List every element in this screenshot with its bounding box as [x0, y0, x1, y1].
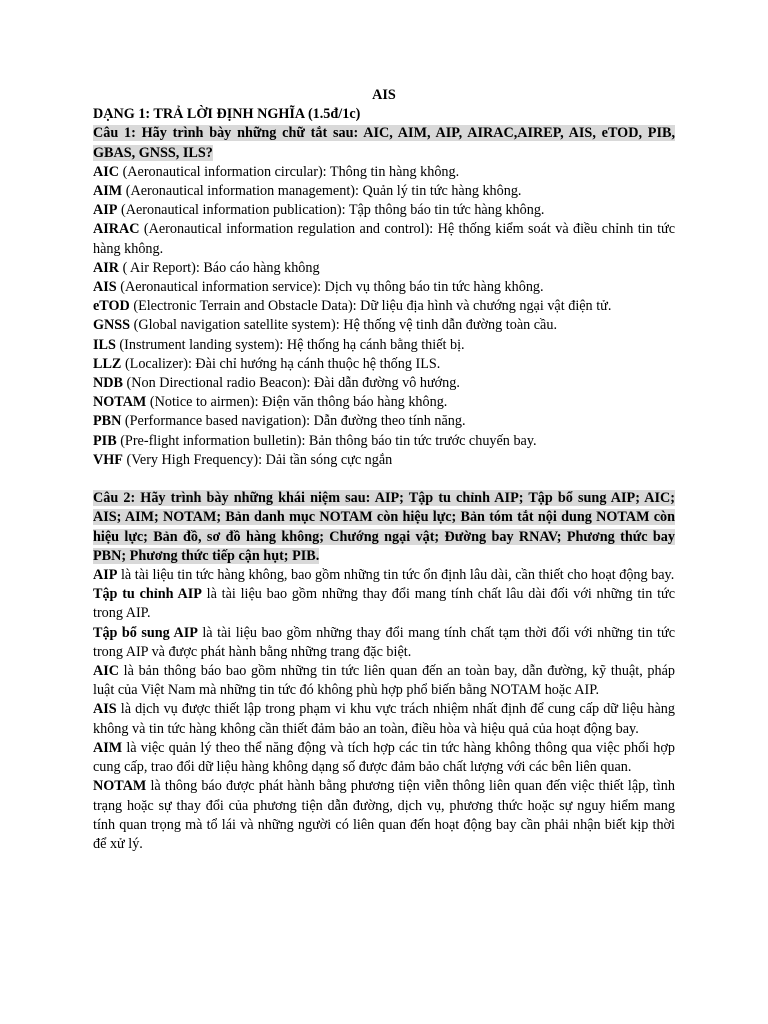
definition-text: (Aeronautical information management): Quản lý tin tức hàng không.: [122, 183, 522, 200]
definition-term: VHF: [93, 451, 123, 468]
definition-text: (Very High Frequency): Dải tần sóng cực ngắn: [122, 451, 393, 468]
definition-item: [93, 624, 675, 662]
definition-item: [93, 700, 675, 738]
definition-text: (Aeronautical information circular): Thông tin hàng không.: [119, 163, 460, 180]
definition-text: (Non Directional radio Beacon): Đài dẫn đường vô hướng.: [122, 375, 460, 392]
definition-text: (Notice to airmen): Điện văn thông báo hàng không.: [146, 394, 448, 411]
definition-text: (Electronic Terrain and Obstacle Data): Dữ liệu địa hình và chướng ngại vật điện tử.: [129, 298, 612, 315]
q2-definition-list: [93, 566, 675, 854]
definition-text: là thông báo được phát hành bằng phương tiện viễn thông liên quan đến việc thiết lập, tình trạng hoặc sự thay đổi của phương tiện dẫn đường, dịch vụ, phương thức hoặc sự nguy hiểm mang tính quan trọng mà tổ lái và những người có liên quan đến hoạt động bay cần phải nhận biết kịp thời để xử lý.: [93, 778, 675, 852]
definition-text: là tài liệu bao gồm những thay đổi mang tính chất lâu dài đối với những tin tức trong AIP.: [93, 586, 676, 622]
definition-term: NDB: [93, 375, 123, 392]
definition-term: AIRAC: [93, 221, 140, 238]
definition-text: là dịch vụ được thiết lập trong phạm vi khu vực trách nhiệm nhất định để cung cấp dữ liệu hàng không và tin tức hàng không cần thiết đảm bảo an toàn, điều hòa và hiệu quả của hoạt động bay.: [93, 701, 675, 737]
question-1: [93, 124, 675, 162]
paragraph-spacer: [93, 470, 675, 489]
definition-term: AIP: [93, 202, 118, 219]
definition-term: LLZ: [93, 355, 122, 372]
question-1-text: Câu 1: Hãy trình bày những chữ tắt sau: AIC, AIM, AIP, AIRAC,AIREP, AIS, eTOD, PIB, GBAS, GNSS, ILS?: [93, 125, 675, 161]
definition-term: AIC: [93, 163, 120, 180]
definition-term: eTOD: [93, 298, 130, 315]
definition-term: AIC: [93, 663, 120, 680]
definition-item: [93, 412, 675, 431]
definition-term: NOTAM: [93, 778, 147, 795]
definition-term: AIS: [93, 279, 117, 296]
definition-item: [93, 316, 675, 335]
definition-text: (Global navigation satellite system): Hệ thống vệ tinh dẫn đường toàn cầu.: [130, 317, 557, 334]
definition-item: [93, 566, 675, 585]
definition-item: [93, 777, 675, 854]
definition-term: AIM: [93, 183, 123, 200]
definition-item: [93, 278, 675, 297]
definition-text: (Instrument landing system): Hệ thống hạ cánh bằng thiết bị.: [115, 336, 465, 353]
definition-item: [93, 355, 675, 374]
definition-item: [93, 336, 675, 355]
definition-item: [93, 182, 675, 201]
definition-term: AIS: [93, 701, 117, 718]
definition-item: [93, 585, 675, 623]
definition-term: AIR: [93, 259, 120, 276]
definition-item: [93, 220, 675, 258]
definition-term: GNSS: [93, 317, 131, 334]
definition-item: [93, 739, 675, 777]
definition-term: AIM: [93, 739, 123, 756]
definition-text: (Performance based navigation): Dẫn đường theo tính năng.: [121, 413, 466, 430]
question-2-text: Câu 2: Hãy trình bày những khái niệm sau: AIP; Tập tu chỉnh AIP; Tập bổ sung AIP; AIC; AIS; AIM; NOTAM; Bản danh mục NOTAM còn hiệu lực; Bản tóm tắt nội dung NOTAM còn hiệu lực; Bản đồ, sơ đồ hàng không; Chướng ngại vật; Đường bay RNAV; Phương thức bay PBN; Phương thức tiếp cận hụt; PIB.: [93, 490, 675, 564]
definition-term: NOTAM: [93, 394, 147, 411]
definition-item: [93, 451, 675, 470]
definition-term: Tập bổ sung AIP: [93, 624, 198, 641]
definition-item: [93, 374, 675, 393]
q1-definition-list: [93, 163, 675, 470]
definition-term: ILS: [93, 336, 116, 353]
definition-item: [93, 297, 675, 316]
definition-term: AIP: [93, 567, 118, 584]
definition-text: là tài liệu tin tức hàng không, bao gồm những tin tức ổn định lâu dài, cần thiết cho hoạt động bay.: [117, 567, 675, 584]
definition-item: [93, 259, 675, 278]
definition-text: ( Air Report): Báo cáo hàng không: [119, 259, 320, 276]
document-title: AIS: [372, 87, 396, 103]
definition-text: (Aeronautical information regulation and control): Hệ thống kiểm soát và điều chỉnh tin tức hàng không.: [93, 221, 675, 257]
section-heading: DẠNG 1: TRẢ LỜI ĐỊNH NGHĨA (1.5đ/1c): [93, 106, 361, 123]
definition-item: [93, 201, 675, 220]
definition-text: là bản thông báo bao gồm những tin tức liên quan đến an toàn bay, dẫn đường, kỹ thuật, pháp luật của Việt Nam mà những tin tức đó không phù hợp phổ biến bằng NOTAM hoặc AIP.: [93, 663, 675, 699]
definition-text: là việc quản lý theo thể năng động và tích hợp các tin tức hàng không thông qua việc phối hợp cung cấp, trao đổi dữ liệu hàng không dạng số được đảm bảo chất lượng với các bên liên quan.: [93, 739, 675, 776]
definition-item: [93, 662, 675, 700]
definition-item: [93, 393, 675, 412]
definition-term: PIB: [93, 432, 117, 449]
definition-text: (Localizer): Đài chỉ hướng hạ cánh thuộc hệ thống ILS.: [121, 355, 441, 372]
definition-item: [93, 432, 675, 451]
definition-text: (Pre-flight information bulletin): Bản thông báo tin tức trước chuyến bay.: [116, 432, 537, 449]
definition-term: Tập tu chỉnh AIP: [93, 586, 202, 603]
definition-text: là tài liệu bao gồm những thay đổi mang tính chất tạm thời đối với những tin tức trong AIP và được phát hành bằng những trang đặc biệt.: [93, 624, 675, 660]
definition-item: [93, 163, 675, 182]
definition-term: PBN: [93, 413, 122, 430]
definition-text: (Aeronautical information service): Dịch vụ thông báo tin tức hàng không.: [116, 279, 544, 296]
question-2: [93, 489, 675, 566]
document-page: [93, 86, 675, 854]
definition-text: (Aeronautical information publication): Tập thông báo tin tức hàng không.: [117, 202, 545, 219]
